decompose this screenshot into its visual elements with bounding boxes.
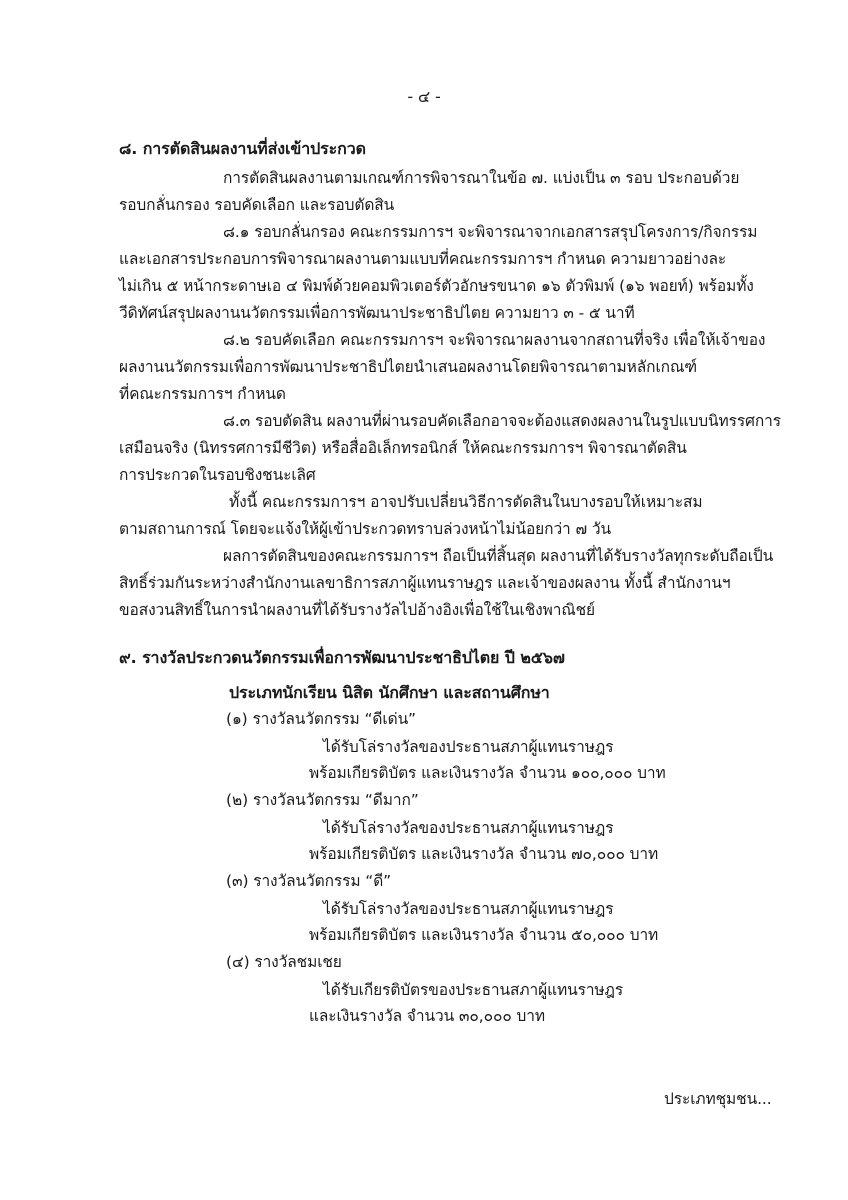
clause-8-2-line-2: ผลงานนวัตกรรมเพื่อการพัฒนาประชาธิปไตยนำเสนอผลงานโดยพิจารณาตามหลักเกณฑ์ [119,358,697,376]
page-number: - ๔ - [407,87,441,106]
final-line-1: ผลการตัดสินของคณะกรรมการฯ ถือเป็นที่สิ้นสุด ผลงานที่ได้รับรางวัลทุกระดับถือเป็น [223,547,774,565]
award-1-line-2: พร้อมเกียรติบัตร และเงินรางวัล จำนวน ๑๐๐,๐๐๐ บาท [309,764,666,782]
award-3-line-2: พร้อมเกียรติบัตร และเงินรางวัล จำนวน ๕๐,๐๐๐ บาท [309,926,659,944]
award-4-line-2: และเงินรางวัล จำนวน ๓๐,๐๐๐ บาท [309,1007,545,1025]
final-line-3: ขอสงวนสิทธิ์ในการนำผลงานที่ได้รับรางวัลไปอ้างอิงเพื่อใช้ในเชิงพาณิชย์ [119,601,595,619]
clause-8-1-line-2: และเอกสารประกอบการพิจารณาผลงานตามแบบที่คณะกรรมการฯ กำหนด ความยาวอย่างละ [119,250,727,268]
clause-8-3-line-1: ๘.๓ รอบตัดสิน ผลงานที่ผ่านรอบคัดเลือกอาจจะต้องแสดงผลงานในรูปแบบนิทรรศการ [223,412,781,430]
category-heading: ประเภทนักเรียน นิสิต นักศึกษา และสถานศึกษา [229,683,550,702]
section-9-heading: ๙. รางวัลประกวดนวัตกรรมเพื่อการพัฒนาประชาธิปไตย ปี ๒๕๖๗ [119,648,565,667]
award-1-title: (๑) รางวัลนวัตกรรม “ดีเด่น” [226,710,416,728]
clause-8-1-line-4: วีดิทัศน์สรุปผลงานนวัตกรรมเพื่อการพัฒนาประชาธิปไตย ความยาว ๓ - ๕ นาที [119,304,635,322]
clause-8-2-line-1: ๘.๒ รอบคัดเลือก คณะกรรมการฯ จะพิจารณาผลงานจากสถานที่จริง เพื่อให้เจ้าของ [223,331,766,349]
clause-8-3-line-3: การประกวดในรอบชิงชนะเลิศ [119,466,316,484]
award-4-title: (๔) รางวัลชมเชย [226,953,342,971]
final-line-2: สิทธิ์ร่วมกันระหว่างสำนักงานเลขาธิการสภาผู้แทนราษฎร และเจ้าของผลงาน ทั้งนี้ สำนักงานฯ [119,574,731,592]
award-4-line-1: ได้รับเกียรติบัตรของประธานสภาผู้แทนราษฎร [323,981,624,999]
clause-8-1-line-1: ๘.๑ รอบกลั่นกรอง คณะกรรมการฯ จะพิจารณาจากเอกสารสรุปโครงการ/กิจกรรม [223,223,758,241]
award-2-line-2: พร้อมเกียรติบัตร และเงินรางวัล จำนวน ๗๐,๐๐๐ บาท [309,845,659,863]
note-line-1: ทั้งนี้ คณะกรรมการฯ อาจปรับเปลี่ยนวิธีการตัดสินในบางรอบให้เหมาะสม [229,493,703,511]
clause-8-2-line-3: ที่คณะกรรมการฯ กำหนด [119,385,286,403]
award-2-title: (๒) รางวัลนวัตกรรม “ดีมาก” [226,791,419,809]
section-8-heading: ๘. การตัดสินผลงานที่ส่งเข้าประกวด [119,139,366,158]
continuation-text: ประเภทชุมชน... [664,1090,772,1108]
award-3-line-1: ได้รับโล่รางวัลของประธานสภาผู้แทนราษฎร [323,900,614,918]
section-8-intro-line-2: รอบกลั่นกรอง รอบคัดเลือก และรอบตัดสิน [119,196,395,214]
clause-8-1-line-3: ไม่เกิน ๕ หน้ากระดาษเอ ๔ พิมพ์ด้วยคอมพิวเตอร์ตัวอักษรขนาด ๑๖ ตัวพิมพ์ (๑๖ พอยท์) พร้อมทั้ง [119,277,754,295]
award-3-title: (๓) รางวัลนวัตกรรม “ดี” [226,872,392,890]
clause-8-3-line-2: เสมือนจริง (นิทรรศการมีชีวิต) หรือสื่ออิเล็กทรอนิกส์ ให้คณะกรรมการฯ พิจารณาตัดสิน [119,439,687,457]
award-1-line-1: ได้รับโล่รางวัลของประธานสภาผู้แทนราษฎร [323,738,614,756]
award-2-line-1: ได้รับโล่รางวัลของประธานสภาผู้แทนราษฎร [323,819,614,837]
section-8-intro-line-1: การตัดสินผลงานตามเกณฑ์การพิจารณาในข้อ ๗. แบ่งเป็น ๓ รอบ ประกอบด้วย [223,169,740,187]
note-line-2: ตามสถานการณ์ โดยจะแจ้งให้ผู้เข้าประกวดทราบล่วงหน้าไม่น้อยกว่า ๗ วัน [119,520,611,538]
